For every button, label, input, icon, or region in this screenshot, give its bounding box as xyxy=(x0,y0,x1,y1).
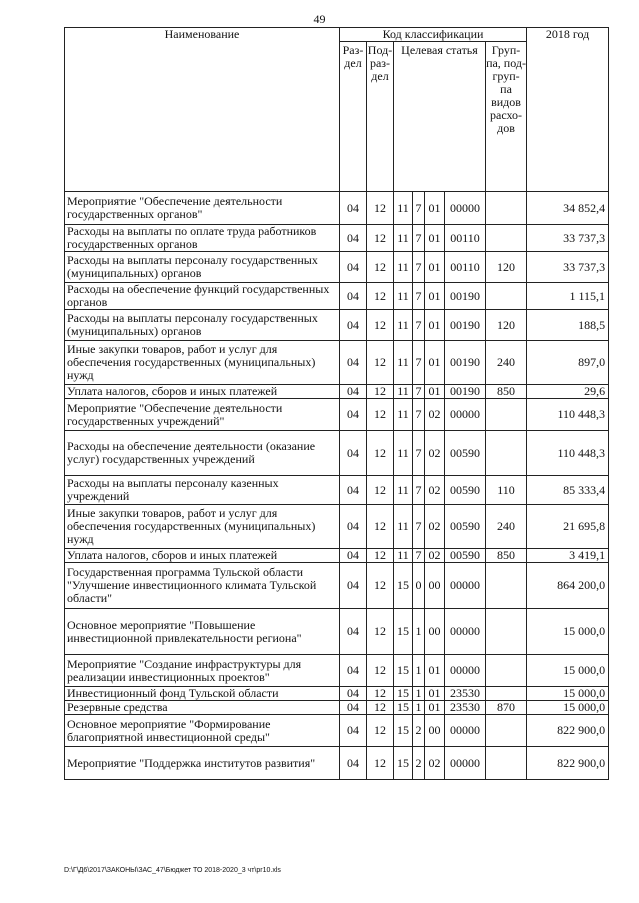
row-amount: 33 737,3 xyxy=(527,252,609,283)
row-target-program: 15 xyxy=(394,609,413,655)
row-section: 04 xyxy=(340,385,367,399)
row-target-direction: 00000 xyxy=(445,715,486,747)
row-target-measure: 02 xyxy=(425,399,445,431)
row-name: Уплата налогов, сборов и иных платежей xyxy=(65,549,340,563)
row-subsection: 12 xyxy=(367,715,394,747)
row-target-measure: 01 xyxy=(425,225,445,252)
row-expense-group xyxy=(486,655,527,687)
row-target-direction: 00000 xyxy=(445,563,486,609)
row-expense-group xyxy=(486,431,527,476)
row-target-subprogram: 7 xyxy=(413,341,425,385)
row-target-program: 15 xyxy=(394,655,413,687)
row-target-measure: 01 xyxy=(425,385,445,399)
header-target: Целевая статья xyxy=(394,42,486,192)
row-expense-group xyxy=(486,283,527,310)
row-target-direction: 00190 xyxy=(445,341,486,385)
row-amount: 1 115,1 xyxy=(527,283,609,310)
row-amount: 822 900,0 xyxy=(527,715,609,747)
row-name: Государственная программа Тульской области "Улучшение инвестиционного климата Тульской области" xyxy=(65,563,340,609)
row-name: Расходы на обеспечение деятельности (оказание услуг) государственных учреждений xyxy=(65,431,340,476)
row-target-direction: 23530 xyxy=(445,687,486,701)
row-target-direction: 00110 xyxy=(445,252,486,283)
table-row xyxy=(65,476,609,505)
row-target-subprogram: 1 xyxy=(413,655,425,687)
row-expense-group: 850 xyxy=(486,385,527,399)
row-target-subprogram: 0 xyxy=(413,563,425,609)
table-row xyxy=(65,549,609,563)
row-name: Расходы на выплаты персоналу государственных (муниципальных) органов xyxy=(65,310,340,341)
row-subsection: 12 xyxy=(367,505,394,549)
row-subsection: 12 xyxy=(367,399,394,431)
row-target-direction: 00590 xyxy=(445,549,486,563)
row-section: 04 xyxy=(340,341,367,385)
table-row xyxy=(65,747,609,780)
table-row xyxy=(65,225,609,252)
row-amount: 864 200,0 xyxy=(527,563,609,609)
row-section: 04 xyxy=(340,225,367,252)
row-target-subprogram: 1 xyxy=(413,687,425,701)
row-target-subprogram: 7 xyxy=(413,192,425,225)
row-section: 04 xyxy=(340,563,367,609)
row-target-subprogram: 7 xyxy=(413,549,425,563)
header-group: Груп- па, под- груп- па видов расхо- дов xyxy=(486,42,527,192)
row-target-measure: 02 xyxy=(425,476,445,505)
row-target-direction: 00590 xyxy=(445,476,486,505)
row-subsection: 12 xyxy=(367,655,394,687)
row-target-measure: 00 xyxy=(425,715,445,747)
row-target-program: 11 xyxy=(394,192,413,225)
row-subsection: 12 xyxy=(367,687,394,701)
row-target-program: 11 xyxy=(394,252,413,283)
row-target-direction: 00000 xyxy=(445,609,486,655)
table-row xyxy=(65,399,609,431)
row-target-subprogram: 7 xyxy=(413,252,425,283)
row-amount: 21 695,8 xyxy=(527,505,609,549)
row-amount: 15 000,0 xyxy=(527,701,609,715)
row-subsection: 12 xyxy=(367,385,394,399)
row-expense-group xyxy=(486,747,527,780)
row-amount: 110 448,3 xyxy=(527,399,609,431)
row-target-direction: 23530 xyxy=(445,701,486,715)
row-target-direction: 00190 xyxy=(445,385,486,399)
row-subsection: 12 xyxy=(367,283,394,310)
table-row xyxy=(65,431,609,476)
table-row xyxy=(65,252,609,283)
table-row xyxy=(65,701,609,715)
row-amount: 15 000,0 xyxy=(527,655,609,687)
row-expense-group: 240 xyxy=(486,341,527,385)
header-subsection: Под- раз- дел xyxy=(367,42,394,192)
row-target-measure: 01 xyxy=(425,310,445,341)
row-section: 04 xyxy=(340,252,367,283)
table-row xyxy=(65,341,609,385)
row-target-measure: 01 xyxy=(425,655,445,687)
row-target-program: 11 xyxy=(394,283,413,310)
row-subsection: 12 xyxy=(367,225,394,252)
row-target-subprogram: 7 xyxy=(413,310,425,341)
row-expense-group xyxy=(486,609,527,655)
row-target-direction: 00590 xyxy=(445,505,486,549)
row-name: Иные закупки товаров, работ и услуг для обеспечения государственных (муниципальных) нужд xyxy=(65,505,340,549)
row-section: 04 xyxy=(340,399,367,431)
row-amount: 15 000,0 xyxy=(527,687,609,701)
header-classification: Код классификации xyxy=(340,28,527,42)
row-subsection: 12 xyxy=(367,341,394,385)
row-expense-group: 870 xyxy=(486,701,527,715)
row-target-subprogram: 2 xyxy=(413,747,425,780)
table-row xyxy=(65,563,609,609)
row-expense-group xyxy=(486,192,527,225)
row-section: 04 xyxy=(340,310,367,341)
row-section: 04 xyxy=(340,476,367,505)
row-subsection: 12 xyxy=(367,747,394,780)
row-subsection: 12 xyxy=(367,310,394,341)
row-section: 04 xyxy=(340,431,367,476)
row-name: Мероприятие "Поддержка институтов развития" xyxy=(65,747,340,780)
row-name: Мероприятие "Обеспечение деятельности государственных органов" xyxy=(65,192,340,225)
row-section: 04 xyxy=(340,609,367,655)
row-subsection: 12 xyxy=(367,252,394,283)
row-target-direction: 00110 xyxy=(445,225,486,252)
row-expense-group xyxy=(486,399,527,431)
row-subsection: 12 xyxy=(367,476,394,505)
row-name: Основное мероприятие "Формирование благоприятной инвестиционной среды" xyxy=(65,715,340,747)
row-section: 04 xyxy=(340,283,367,310)
row-name: Резервные средства xyxy=(65,701,340,715)
row-name: Расходы на выплаты персоналу казенных учреждений xyxy=(65,476,340,505)
row-subsection: 12 xyxy=(367,192,394,225)
row-target-program: 11 xyxy=(394,385,413,399)
row-section: 04 xyxy=(340,701,367,715)
row-target-measure: 02 xyxy=(425,747,445,780)
row-name: Мероприятие "Обеспечение деятельности государственных учреждений" xyxy=(65,399,340,431)
row-target-program: 11 xyxy=(394,225,413,252)
row-target-direction: 00590 xyxy=(445,431,486,476)
row-target-program: 15 xyxy=(394,563,413,609)
file-path: D:\Г\Д6\2017\ЗАКОНЫ\ЗАС_47\Бюджет ТО 2018-2020_3 чт\рr10.xls xyxy=(64,867,281,874)
row-expense-group: 120 xyxy=(486,310,527,341)
row-expense-group xyxy=(486,715,527,747)
row-amount: 822 900,0 xyxy=(527,747,609,780)
table-row xyxy=(65,687,609,701)
row-target-measure: 02 xyxy=(425,549,445,563)
row-target-measure: 00 xyxy=(425,609,445,655)
row-target-subprogram: 7 xyxy=(413,505,425,549)
row-expense-group: 110 xyxy=(486,476,527,505)
row-subsection: 12 xyxy=(367,549,394,563)
row-expense-group: 850 xyxy=(486,549,527,563)
row-expense-group xyxy=(486,225,527,252)
header-year: 2018 год xyxy=(527,28,609,192)
row-target-direction: 00000 xyxy=(445,655,486,687)
row-target-program: 11 xyxy=(394,505,413,549)
row-amount: 15 000,0 xyxy=(527,609,609,655)
row-target-measure: 01 xyxy=(425,687,445,701)
row-target-subprogram: 7 xyxy=(413,283,425,310)
row-target-measure: 02 xyxy=(425,505,445,549)
row-subsection: 12 xyxy=(367,609,394,655)
row-amount: 29,6 xyxy=(527,385,609,399)
row-target-measure: 01 xyxy=(425,192,445,225)
row-section: 04 xyxy=(340,505,367,549)
row-target-subprogram: 7 xyxy=(413,385,425,399)
row-target-direction: 00190 xyxy=(445,310,486,341)
table-row xyxy=(65,192,609,225)
row-target-program: 15 xyxy=(394,701,413,715)
row-target-program: 11 xyxy=(394,431,413,476)
row-target-direction: 00000 xyxy=(445,747,486,780)
row-target-program: 15 xyxy=(394,747,413,780)
header-name: Наименование xyxy=(65,28,340,192)
row-name: Расходы на обеспечение функций государственных органов xyxy=(65,283,340,310)
row-name: Мероприятие "Создание инфраструктуры для реализации инвестиционных проектов" xyxy=(65,655,340,687)
row-target-program: 11 xyxy=(394,476,413,505)
table-row xyxy=(65,715,609,747)
row-target-program: 15 xyxy=(394,715,413,747)
row-target-measure: 00 xyxy=(425,563,445,609)
row-name: Основное мероприятие "Повышение инвестиционной привлекательности региона" xyxy=(65,609,340,655)
table-row xyxy=(65,609,609,655)
row-amount: 3 419,1 xyxy=(527,549,609,563)
row-amount: 85 333,4 xyxy=(527,476,609,505)
row-expense-group xyxy=(486,687,527,701)
table-row xyxy=(65,283,609,310)
row-subsection: 12 xyxy=(367,701,394,715)
row-target-direction: 00190 xyxy=(445,283,486,310)
row-target-direction: 00000 xyxy=(445,192,486,225)
row-subsection: 12 xyxy=(367,563,394,609)
table-row xyxy=(65,505,609,549)
row-target-subprogram: 2 xyxy=(413,715,425,747)
budget-table xyxy=(64,27,609,780)
row-target-subprogram: 1 xyxy=(413,609,425,655)
row-target-program: 11 xyxy=(394,549,413,563)
row-section: 04 xyxy=(340,747,367,780)
row-target-program: 11 xyxy=(394,399,413,431)
page-number: 49 xyxy=(313,12,326,26)
row-target-program: 11 xyxy=(394,341,413,385)
row-target-subprogram: 7 xyxy=(413,431,425,476)
table-row xyxy=(65,655,609,687)
row-subsection: 12 xyxy=(367,431,394,476)
table-row xyxy=(65,385,609,399)
row-section: 04 xyxy=(340,655,367,687)
row-amount: 34 852,4 xyxy=(527,192,609,225)
row-target-subprogram: 1 xyxy=(413,701,425,715)
row-section: 04 xyxy=(340,192,367,225)
row-target-subprogram: 7 xyxy=(413,399,425,431)
header-section: Раз- дел xyxy=(340,42,367,192)
row-name: Уплата налогов, сборов и иных платежей xyxy=(65,385,340,399)
row-section: 04 xyxy=(340,687,367,701)
row-amount: 897,0 xyxy=(527,341,609,385)
row-name: Расходы на выплаты по оплате труда работников государственных органов xyxy=(65,225,340,252)
table-row xyxy=(65,310,609,341)
row-section: 04 xyxy=(340,715,367,747)
row-amount: 188,5 xyxy=(527,310,609,341)
row-amount: 33 737,3 xyxy=(527,225,609,252)
row-target-measure: 01 xyxy=(425,341,445,385)
row-amount: 110 448,3 xyxy=(527,431,609,476)
row-target-program: 15 xyxy=(394,687,413,701)
row-expense-group xyxy=(486,563,527,609)
row-target-subprogram: 7 xyxy=(413,476,425,505)
row-target-measure: 02 xyxy=(425,431,445,476)
row-expense-group: 240 xyxy=(486,505,527,549)
row-target-program: 11 xyxy=(394,310,413,341)
row-expense-group: 120 xyxy=(486,252,527,283)
row-target-measure: 01 xyxy=(425,701,445,715)
row-name: Иные закупки товаров, работ и услуг для обеспечения государственных (муниципальных) нужд xyxy=(65,341,340,385)
row-target-measure: 01 xyxy=(425,252,445,283)
row-target-subprogram: 7 xyxy=(413,225,425,252)
row-target-direction: 00000 xyxy=(445,399,486,431)
row-name: Инвестиционный фонд Тульской области xyxy=(65,687,340,701)
row-name: Расходы на выплаты персоналу государственных (муниципальных) органов xyxy=(65,252,340,283)
row-target-measure: 01 xyxy=(425,283,445,310)
row-section: 04 xyxy=(340,549,367,563)
